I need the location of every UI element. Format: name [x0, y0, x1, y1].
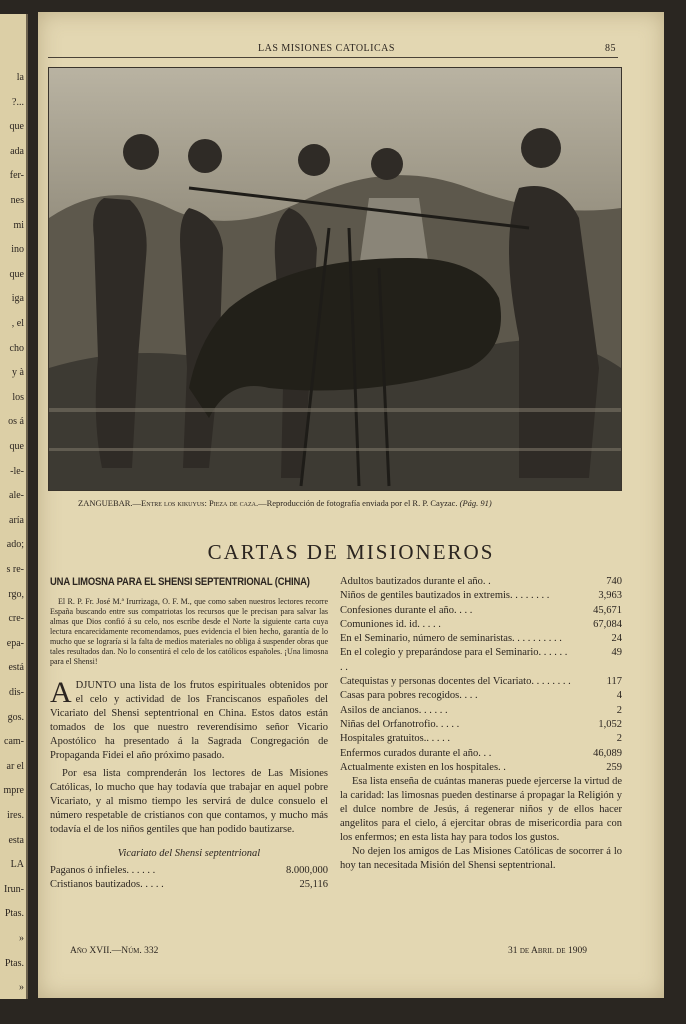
prev-page-fragment: que: [9, 441, 24, 452]
prev-page-fragment: gos.: [7, 711, 24, 723]
prev-page-fragment: »: [19, 933, 24, 944]
stat-label: Actualmente existen en los hospitales. .: [340, 761, 506, 773]
stat-row: [50, 878, 328, 892]
prev-page-fragment: y à: [12, 367, 24, 379]
stat-label: Catequistas y personas docentes del Vicariato. . . . . . . .: [340, 676, 571, 688]
prev-page-fragment: cam-: [4, 736, 24, 748]
stat-label: En el Seminario, número de seminaristas. . . . . . . . . .: [340, 633, 562, 645]
prev-page-fragment: aría: [9, 514, 24, 526]
stat-value: 2: [616, 733, 622, 745]
stat-row: [340, 704, 622, 718]
stat-value: 117: [606, 676, 622, 688]
stat-row: [340, 589, 622, 603]
hunting-photograph: [48, 67, 622, 491]
paragraph-1-text: DJUNTO una lista de los frutos espirituales obtenidos por el celo y actividad de los Franciscanos españoles del Vicariato del Shensi septentrional en China. Estos datos están tomados de los que nuestro reverendísimo señor Vicario Apostólico ha presentado á la Sagrada Congregación de Propaganda Fidei el año próximo pasado.: [50, 680, 328, 761]
stat-label: Adultos bautizados durante el año. .: [340, 576, 491, 587]
stat-row: [340, 689, 622, 703]
drop-cap: A: [50, 676, 72, 709]
stat-value: 4: [616, 690, 622, 702]
prev-page-fragment: »: [19, 982, 24, 994]
stat-value: 3,963: [598, 590, 622, 602]
stat-label: Enfermos curados durante el año. . .: [340, 747, 492, 759]
section-title: CARTAS DE MISIONEROS: [207, 540, 495, 564]
stat-value: 24: [611, 633, 622, 645]
article-paragraph-4: No dejen los amigos de Las Misiones Católicas de socorrer á lo hoy tan necesitada Misión del Shensi septentrional.: [340, 846, 622, 872]
issue-date: 31 de Abril de 1909: [508, 946, 587, 956]
prev-page-fragment: ino: [11, 244, 24, 256]
stat-row: [340, 604, 622, 618]
prev-page-fragment: Ptas.: [4, 957, 24, 969]
photo-caption: [78, 498, 608, 508]
prev-page-fragment: la: [16, 72, 24, 83]
article-subtitle: UNA LIMOSNA PARA EL SHENSI SEPTENTRIONAL (CHINA): [50, 576, 310, 588]
right-stats-list: [340, 575, 622, 775]
stat-row: [340, 732, 622, 746]
stat-label: En el colegio y preparándose para el Seminario. . . . . . . .: [340, 647, 568, 673]
prev-page-fragment: , el: [11, 318, 24, 329]
caption-text: —Reproducción de fotografía enviada por el R. P. Cayzac.: [258, 498, 458, 508]
prev-page-fragment: iga: [11, 293, 24, 305]
stat-value: 67,084: [593, 618, 622, 630]
right-column: [340, 575, 622, 873]
prev-page-fragment: mpre: [3, 785, 24, 797]
stat-row: [340, 632, 622, 646]
stat-row: [340, 718, 622, 732]
article-paragraph-1: [50, 676, 328, 763]
stat-value: 49: [611, 647, 622, 659]
stat-label: Paganos ó infieles. . . . . .: [50, 865, 156, 876]
stat-row: [340, 675, 622, 689]
prev-page-fragment: que: [9, 268, 24, 280]
prev-page-fragment: esta: [8, 834, 24, 846]
stat-row: [340, 618, 622, 632]
prev-page-fragment: cho: [9, 342, 24, 354]
stat-row: [50, 864, 328, 878]
prev-page-fragment: fer-: [9, 170, 24, 182]
prev-page-fragment: dis-: [9, 687, 24, 698]
stat-value: 259: [606, 761, 622, 773]
prev-page-fragment: -le-: [10, 465, 24, 477]
article-intro: El R. P. Fr. José M.ª Irurrizaga, O. F. M., que como saben nuestros lectores recorre España buscando entre sus compatriotas los recursos que le precisan para salvar las almas que Dios confió á su celo, nos escribe desde el Norte la siguiente carta cuya lectura encarecidamente recomendamos, pues evidencia el bien hecho, garantía de lo mucho que se lograría si la falta de medios materiales no obliga á suspender obras que tales resultados dan. No lo consentirá el celo de los católicos españoles. ¡Una limosna para el Shensi!: [50, 597, 328, 666]
prev-page-fragment: Irun-: [4, 883, 24, 895]
stat-row: [340, 575, 622, 589]
stat-row: [340, 646, 622, 675]
article-paragraph-3: Esa lista enseña de cuántas maneras puede ejercerse la virtud de la caridad: las limosnas pueden destinarse á propagar la Religión y el dulce nombre de Jesús, á regenerar niños y de ellos hacer angelitos para el cielo, á ejercitar obras de misericordia para con los enfermos; en esta lista hay para todos los gustos.: [340, 776, 622, 844]
prev-page-fragment: cre-: [8, 613, 24, 625]
stat-label: Casas para pobres recogidos. . . .: [340, 690, 478, 702]
stat-label: Cristianos bautizados. . . . .: [50, 879, 164, 891]
prev-page-fragment: rgo,: [8, 588, 24, 600]
prev-page-fragment: ale-: [9, 490, 24, 502]
prev-page-fragment: los: [12, 391, 24, 403]
stat-value: 1,052: [598, 718, 622, 730]
prev-page-fragment: que: [9, 121, 24, 133]
prev-page-fragment: mi: [13, 219, 24, 231]
prev-page-fragment: ?...: [12, 96, 24, 108]
stat-value: 8.000,000: [286, 865, 328, 876]
prev-page-fragment: Ptas.: [4, 908, 24, 920]
prev-page-fragment: ada: [10, 145, 24, 157]
stat-value: 2: [616, 704, 622, 716]
caption-place: ZANGUEBAR.—: [78, 498, 142, 508]
prev-page-fragment: LA: [10, 859, 24, 871]
stat-value: 25,116: [299, 879, 328, 891]
prev-page-fragment: ires.: [7, 810, 24, 821]
header-rule: [48, 57, 618, 58]
stat-label: Asilos de ancianos. . . . . .: [340, 704, 448, 716]
prev-page-fragment: nes: [10, 195, 24, 206]
previous-page-edge: [0, 14, 28, 999]
caption-subject: Entre los kikuyus: Pieza de caza.: [141, 498, 259, 508]
stat-label: Confesiones durante el año. . . .: [340, 604, 473, 616]
stat-row: [340, 761, 622, 775]
stat-value: 45,671: [593, 604, 622, 616]
prev-page-fragment: ar el: [6, 760, 24, 772]
stat-label: Comuniones id. id. . . . .: [340, 618, 441, 630]
vicariate-heading: Vicariato del Shensi septentrional: [117, 848, 261, 859]
left-column: [50, 575, 328, 893]
page-number: 85: [605, 43, 616, 54]
caption-page-ref: (Pág. 91): [459, 498, 492, 508]
prev-page-fragment: os á: [8, 416, 24, 428]
magazine-page: [38, 12, 664, 998]
prev-page-fragment: epa-: [6, 637, 24, 649]
stat-value: 740: [606, 576, 622, 587]
article-paragraph-2: Por esa lista comprenderán los lectores de Las Misiones Católicas, lo mucho que hay todavía que trabajar en aquel pobre Vicariato, y al mismo tiempo les servirá de dulce consuelo el número respetable de cristianos con que contamos, y mucho más todavía el de los niños gentiles que han podido bautizarse.: [50, 768, 328, 835]
stat-value: 46,089: [593, 747, 622, 759]
stat-label: Hospitales gratuitos.. . . . .: [340, 733, 450, 745]
issue-number: Año XVII.—Núm. 332: [70, 946, 159, 956]
stat-label: Niñas del Orfanotrofio. . . . .: [340, 718, 460, 730]
prev-page-fragment: s re-: [6, 564, 24, 575]
prev-page-fragment: ado;: [6, 539, 24, 551]
header-title: LAS MISIONES CATOLICAS: [258, 43, 395, 54]
left-stats-list: [50, 864, 328, 893]
prev-page-fragment: está: [8, 662, 24, 674]
stat-label: Niños de gentiles bautizados in extremis. . . . . . . .: [340, 590, 550, 602]
stat-row: [340, 747, 622, 761]
